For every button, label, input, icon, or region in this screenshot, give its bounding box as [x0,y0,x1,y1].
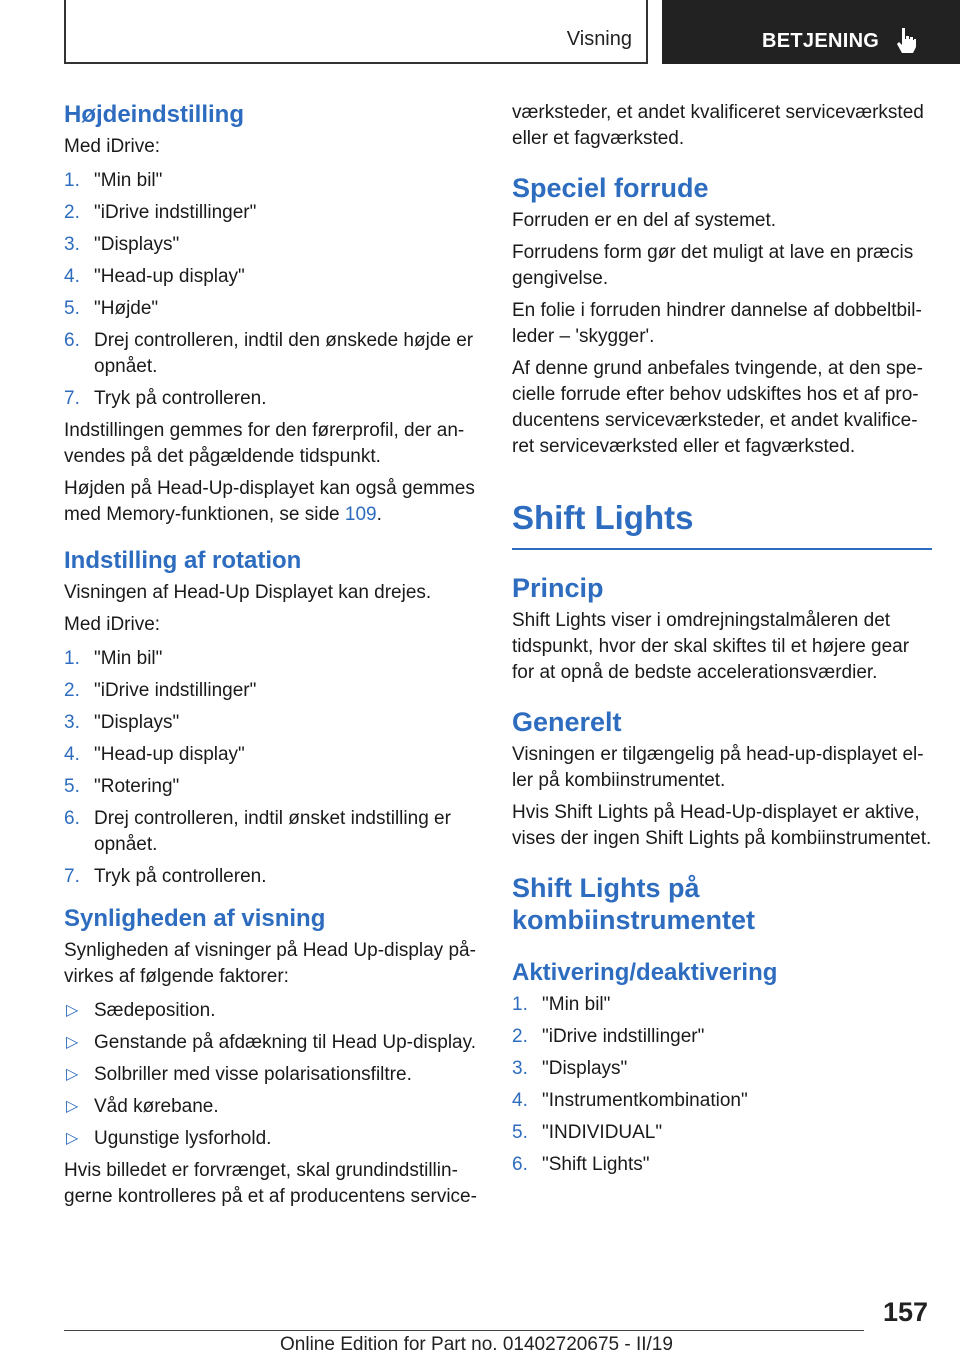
paragraph: Forruden er en del af systemet. [512,210,777,231]
paragraph: Af denne grund anbefales tvingende, at den specielle forrude efter behov udskiftes hos et af producentens serviceværksteder, et andet kvalificeret serviceværksted eller et fagværksted. [512,358,923,457]
step-text: Tryk på controlleren. [94,866,267,887]
paragraph: værksteder, et andet kvalificeret serviceværksted eller et fagværksted. [512,102,924,149]
step-item [512,1024,932,1050]
step-item [64,806,482,858]
step-text: "Rotering" [94,776,180,797]
section-title-aktivering: Aktivering/deaktivering [512,959,778,986]
paragraph: Med iDrive: [64,614,161,635]
steps-list [64,646,482,890]
step-number: 4. [64,744,80,765]
step-number: 3. [64,712,80,733]
footer-rule [64,1330,864,1331]
paragraph: Hvis billedet er forvrænget, skal grundindstillingerne kontrolleres på et af producentens service- [64,1160,477,1207]
step-item [512,1120,932,1146]
step-text: "Shift Lights" [542,1154,650,1175]
bullet-item [64,1030,482,1056]
step-item [64,264,482,290]
hand-pointer-icon [894,26,918,54]
left-column [64,100,482,1210]
step-number: 3. [64,234,80,255]
step-text: "Min bil" [542,994,611,1015]
footer-edition: Online Edition for Part no. 01402720675 - II/19 [280,1334,673,1355]
paragraph: Visningen er tilgængelig på head-up-displayet eller på kombiinstrumentet. [512,744,924,791]
paragraph: Forrudens form gør det muligt at lave en præcis gengivelse. [512,242,914,289]
step-item [512,1152,932,1178]
step-text: Tryk på controlleren. [94,388,267,409]
section-title-rotation: Indstilling af rotation [64,547,302,574]
step-item [64,296,482,322]
step-number: 7. [64,388,80,409]
page-link[interactable]: 109 [344,504,377,525]
step-number: 6. [512,1154,528,1175]
triangle-bullet-icon: ▷ [66,1066,79,1083]
step-text: "iDrive indstillinger" [542,1026,705,1047]
step-text: "Min bil" [94,170,163,191]
section-title-speciel-forrude: Speciel forrude [512,173,709,203]
step-number: 7. [64,866,80,887]
step-number: 1. [64,648,80,669]
paragraph: Synligheden af visninger på Head Up-display påvirkes af følgende faktorer: [64,940,476,987]
step-text: "Displays" [542,1058,628,1079]
step-number: 5. [512,1122,528,1143]
step-text: "INDIVIDUAL" [542,1122,663,1143]
step-number: 2. [64,680,80,701]
steps-list [64,168,482,412]
bullet-text: Solbriller med visse polarisationsfiltre. [94,1064,412,1085]
step-text: "Højde" [94,298,159,319]
step-item [64,678,482,704]
step-number: 1. [512,994,528,1015]
step-text: "iDrive indstillinger" [94,202,257,223]
header-section-title: Visning [566,28,632,50]
bullet-list [64,998,482,1152]
bullet-text: Sædeposition. [94,1000,216,1021]
triangle-bullet-icon: ▷ [66,1034,79,1051]
paragraph: Indstillingen gemmes for den førerprofil, der anvendes på det pågældende tidspunkt. [64,420,465,467]
title-rule [512,548,932,550]
chapter-title-shift-lights: Shift Lights [512,499,694,536]
step-item [512,1056,932,1082]
step-item [64,646,482,672]
step-item [64,864,482,890]
step-text: "Min bil" [94,648,163,669]
step-number: 4. [512,1090,528,1111]
step-item [64,386,482,412]
step-item [512,1088,932,1114]
step-number: 6. [64,330,80,351]
triangle-bullet-icon: ▷ [66,1098,79,1115]
paragraph-text: . [376,504,382,525]
bullet-item [64,1126,482,1152]
step-text: "Head-up display" [94,266,245,287]
step-number: 1. [64,170,80,191]
triangle-bullet-icon: ▷ [66,1002,79,1019]
step-text: "Displays" [94,712,180,733]
bullet-item [64,1062,482,1088]
header-chapter-title: BETJENING [762,30,880,52]
bullet-text: Genstande på afdækning til Head Up-display. [94,1032,476,1053]
step-item [64,200,482,226]
step-number: 5. [64,776,80,797]
step-item [64,328,482,380]
bullet-text: Ugunstige lysforhold. [94,1128,272,1149]
bullet-item [64,1094,482,1120]
step-text: "Head-up display" [94,744,245,765]
header-chapter-box [662,0,960,64]
step-text: "iDrive indstillinger" [94,680,257,701]
step-item [64,232,482,258]
step-text: Drej controlleren, indtil den ønskede højde er opnået. [94,330,474,377]
step-number: 3. [512,1058,528,1079]
section-title-synlighed: Synligheden af visning [64,905,326,932]
step-text: "Displays" [94,234,180,255]
header-section-box [64,0,648,64]
paragraph [64,476,482,528]
section-title-hoejdeindstilling: Højdeindstilling [64,101,244,128]
triangle-bullet-icon: ▷ [66,1130,79,1147]
section-title-kombiinstrumentet: Shift Lights på kombiinstrumentet [512,873,756,935]
step-item [64,168,482,194]
step-number: 6. [64,808,80,829]
paragraph: Hvis Shift Lights på Head-Up-displayet er aktive, vises der ingen Shift Lights på kombiinstrumentet. [512,802,932,849]
page-number: 157 [882,1297,928,1327]
step-text: "Instrumentkombination" [542,1090,748,1111]
step-text: Drej controlleren, indtil ønsket indstilling er opnået. [94,808,451,855]
step-item [512,992,932,1018]
right-column [512,100,932,1184]
paragraph: Shift Lights viser i omdrejningstalmåleren det tidspunkt, hvor der skal skiftes til et højere gear for at opnå de bedste accelerationsværdier. [512,610,910,683]
bullet-item [64,998,482,1024]
paragraph-text: Højden på Head-Up-displayet kan også gemmes med Memory-funktionen, se side [64,478,475,525]
section-title-princip: Princip [512,573,604,603]
step-number: 4. [64,266,80,287]
step-number: 2. [64,202,80,223]
step-number: 5. [64,298,80,319]
paragraph: Visningen af Head-Up Displayet kan drejes. [64,582,432,603]
paragraph: Med iDrive: [64,136,161,157]
paragraph: En folie i forruden hindrer dannelse af dobbeltbilleder – 'skygger'. [512,300,922,347]
section-title-generelt: Generelt [512,707,622,737]
step-item [64,710,482,736]
step-number: 2. [512,1026,528,1047]
step-item [64,742,482,768]
bullet-text: Våd kørebane. [94,1096,219,1117]
steps-list [512,992,932,1178]
step-item [64,774,482,800]
